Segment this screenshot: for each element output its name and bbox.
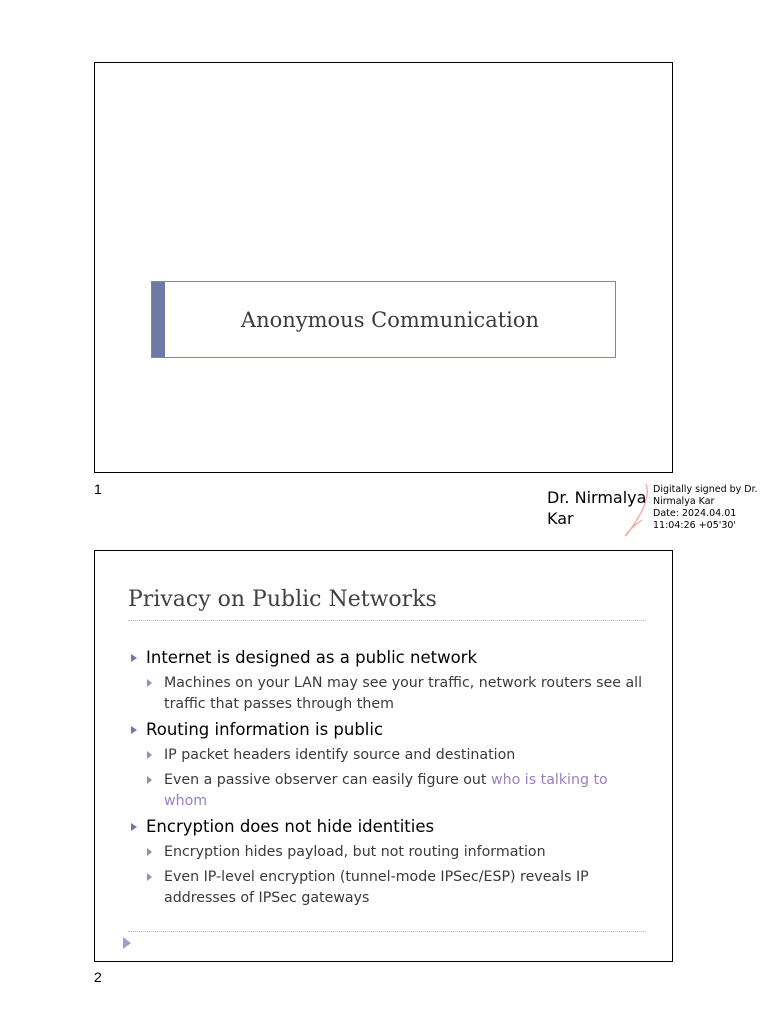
sub-bullet-arrow-icon [147,848,152,856]
footer-divider [128,931,644,932]
title-box [151,281,616,358]
highlighted-text: who is talking to whom [164,772,608,809]
title-accent-bar [152,282,165,357]
signature-detail-line: Digitally signed by Dr. [653,484,758,495]
page-number: 2 [94,969,102,985]
sub-bullet-arrow-icon [147,679,152,687]
signature-mark-icon [620,482,654,538]
signature-detail-line: Nirmalya Kar [653,496,715,507]
bullet-item [128,719,648,741]
bullet-arrow-icon [131,823,137,831]
slide-title: Anonymous Communication [240,307,540,332]
signer-name: Dr. Nirmalya Kar [547,488,647,528]
bullet-text: Internet is designed as a public network [146,648,477,667]
bullet-text: Encryption does not hide identities [146,817,435,836]
footer-arrow-icon [123,937,131,949]
signature-detail-line: Date: 2024.04.01 [653,508,737,519]
bullet-item [128,816,648,838]
bullet-text: Routing information is public [146,720,384,739]
sub-bullet-text: IP packet headers identify source and destination [164,747,516,763]
sub-bullet-arrow-icon [147,776,152,784]
sub-bullet-item [128,867,648,909]
sub-bullet-text: Even IP-level encryption (tunnel-mode IPSec/ESP) reveals IP addresses of IPSec gateways [164,869,589,906]
slide-title: Privacy on Public Networks [128,587,437,612]
sub-bullet-item [128,673,648,715]
bullet-arrow-icon [131,726,137,734]
sub-bullet-text: Even a passive observer can easily figure out [164,772,491,788]
page-number: 1 [94,481,102,497]
signature-detail-line: 11:04:26 +05'30' [653,520,737,531]
bullet-arrow-icon [131,654,137,662]
sub-bullet-item [128,842,648,863]
sub-bullet-item [128,770,648,812]
slide-1 [94,62,673,473]
bullet-list [128,647,648,913]
signature-details [653,484,763,532]
sub-bullet-item [128,745,648,766]
title-divider [128,620,644,621]
sub-bullet-text: Encryption hides payload, but not routing information [164,844,546,860]
bullet-item [128,647,648,669]
sub-bullet-arrow-icon [147,751,152,759]
sub-bullet-arrow-icon [147,873,152,881]
sub-bullet-text: Machines on your LAN may see your traffic, network routers see all traffic that passes through them [164,675,643,712]
slide-2 [94,550,673,962]
